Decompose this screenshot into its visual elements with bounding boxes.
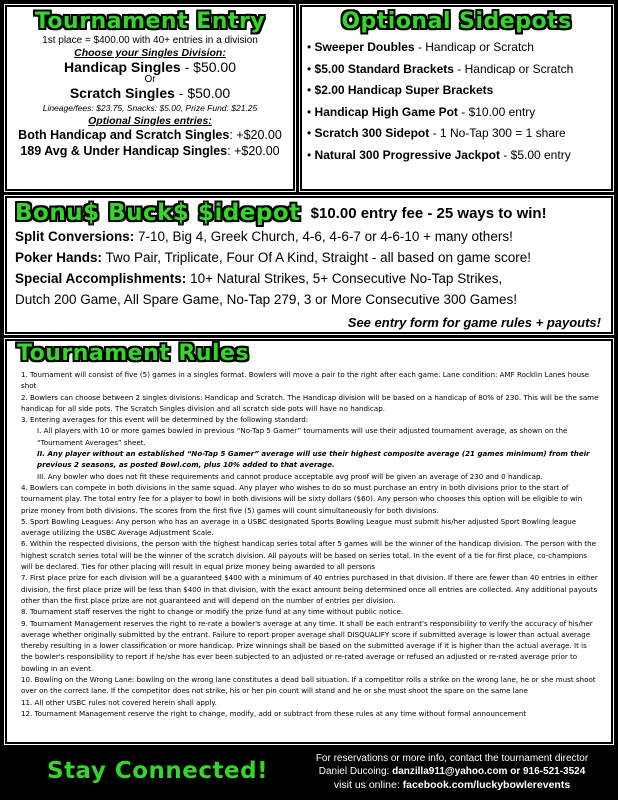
sidepots-list <box>302 37 611 166</box>
scratch-singles-label: Scratch Singles <box>69 85 175 101</box>
sidepot-item: • $5.00 Standard Brackets - Handicap or Scratch <box>307 61 574 76</box>
facebook-link[interactable]: facebook.com/luckybowlerevents <box>402 779 571 791</box>
first-place-text: 1st place = $400.00 with 40+ entries in a division <box>42 35 258 46</box>
rule-3-ii: II. Any player without an established “No-Tap 5 Gamer” average will use their highest composite average (21 games minimum) from their previous 2 seasons, as posted Bowl.com, plus 10% added to that average. <box>37 449 590 470</box>
rule-4: 4. Bowlers can compete in both divisions in the same squad. Any player who wishes to do so must purchase an entry in both divisions prior to the start of tournament play. The total entry fee for a player to bowl in both divisions will be sixty dollars ($60). Any person who chooses this option will be eligible to win prize money from both divisions. The scores from the first five (5) games will count simultaneously for both divisions. <box>21 482 583 515</box>
rule-8: 8. Tournament staff reserves the right to change or modify the prize fund at any time without public notice. <box>21 607 404 617</box>
poker-hands-line: Poker Hands: Two Pair, Triplicate, Four Of A Kind, Straight - all based on game score! <box>15 250 531 265</box>
handicap-singles-price: - $50.00 <box>180 59 236 75</box>
rules-body <box>21 369 599 719</box>
contact-info <box>302 752 602 792</box>
sidepot-item: • $2.00 Handicap Super Brackets <box>307 83 494 97</box>
rule-7: 7. First place prize for each division will be a guaranteed $400 with a minimum of 40 entries purchased in that division. If there are fewer than 40 entries in either division, the first place prize will be less than $400 in that division, with the exact amount being determined once all entries are collected. Any additional payouts other than the first place prize are not guaranteed and will depend on the number of entries per division. <box>21 573 598 605</box>
rule-5: 5. Sport Bowling Leagues: Any person who has an average in a USBC designated Sports Bowling League must submit his/her adjusted Sport Bowling league average utilizing the USBC Average Adjustment Scale. <box>21 516 577 538</box>
sidepot-item: • Handicap High Game Pot - $10.00 entry <box>307 104 536 119</box>
both-divisions-price: : +$20.00 <box>229 128 282 142</box>
sidepot-item: • Scratch 300 Sidepot - 1 No-Tap 300 = 1 share <box>307 126 566 140</box>
rule-11: 11. All other USBC rules not covered herein shall apply. <box>21 697 217 707</box>
bonus-title: Bonu$ Buck$ $idepot <box>15 200 301 226</box>
sidepot-item: • Sweeper Doubles - Handicap or Scratch <box>307 40 534 54</box>
handicap-singles-line <box>7 59 293 75</box>
scratch-singles-line <box>7 85 293 101</box>
rule-3-i: I. All players with 10 or more games bowled in previous “No-Tap 5 Gamer” tournaments will use their adjusted tournament average, as shown on the “Tournament Averages” sheet. <box>37 426 568 447</box>
rule-9: 9. Tournament Management reserves the right to re-rate a bowler's average at any time. It shall be each entrant's responsibility to verify the accuracy of his/her average whether originally submitted by the entrant. Failure to report proper average shall DISQUALIFY score if submitted average is lower than actual average thereby resulting in a lower classification or more handicap. Prize winnings shall be based on the submitted average if it is higher than the actual average. It is the bowler's responsibility to report if he/she has ever been subjected to an adjusted or re-rated average or refused an adjusted or re-rated average prior to bowling in an event. <box>21 618 593 673</box>
stay-connected-title: Stay Connected! <box>47 758 269 784</box>
bonus-header <box>7 198 611 226</box>
bonus-bucks-panel <box>5 196 613 334</box>
optional-sidepots-panel <box>300 5 613 191</box>
tournament-rules-panel <box>5 339 613 744</box>
both-divisions-label: Both Handicap and Scratch Singles <box>18 128 230 142</box>
sidepot-item: • Natural 300 Progressive Jackpot - $5.00 entry <box>307 147 571 162</box>
scratch-singles-price: - $50.00 <box>174 85 231 101</box>
see-entry-form-note: See entry form for game rules + payouts! <box>347 315 601 330</box>
rules-title: Tournament Rules <box>17 341 250 366</box>
rule-10: 10. Bowling on the Wrong Lane: bowling on the wrong lane constitutes a dead ball situation. If a competitor rolls a strike on the wrong lane, he or she must shoot over on the correct lane. If the competitor does not strike, his or her pin count will stand and he or she must shoot the spare on the same lane <box>21 675 596 696</box>
or-text: Or <box>144 74 156 85</box>
avg-under-line <box>7 143 293 159</box>
rule-3-iii: III. Any bowler who does not fit these requirements and cannot produce acceptable avg proof will be given an average of 230 and 0 handicap. <box>37 471 543 481</box>
handicap-singles-label: Handicap Singles <box>64 59 181 75</box>
director-contact <box>302 765 602 778</box>
optional-entries-heading: Optional Singles entries: <box>88 115 212 127</box>
rule-12: 12. Tournament Management reserve the right to change, modify, add or subtract from these rules at any time without formal announcement <box>21 708 527 718</box>
special-accomplishments-line: Special Accomplishments: 10+ Natural Strikes, 5+ Consecutive No-Tap Strikes, <box>15 271 503 286</box>
both-divisions-line <box>7 127 293 143</box>
split-conversions-line: Split Conversions: 7-10, Big 4, Greek Church, 4-6, 4-6-7 or 4-6-10 + many others! <box>15 229 513 244</box>
special-accomplishments-line-2: Dutch 200 Game, All Spare Game, No-Tap 279, 3 or More Consecutive 300 Games! <box>15 292 517 307</box>
director-name: Daniel Ducoing: <box>318 766 393 777</box>
footer <box>5 749 613 795</box>
rule-2: 2. Bowlers can choose between 2 singles divisions: Handicap and Scratch. The Handicap division will be based on a handicap of 80% of 230. This will be the same handicap for all side pots. The Scratch Singles division and all scratch side pots will have no handicap. <box>21 392 599 413</box>
sidepots-title: Optional Sidepots <box>341 9 572 34</box>
bonus-fee: $10.00 entry fee - 25 ways to win! <box>310 204 547 222</box>
avg-under-label: 189 Avg & Under Handicap Singles <box>20 144 228 158</box>
facebook-line <box>302 778 602 792</box>
avg-under-price: : +$20.00 <box>227 144 280 158</box>
choose-division-heading: Choose your Singles Division: <box>74 47 226 59</box>
visit-text: visit us online: <box>333 779 403 791</box>
tournament-entry-panel <box>5 5 295 191</box>
fees-text: Lineage/fees: $23.75, Snacks: $5.00, Prize Fund: $21.25 <box>42 103 258 113</box>
rule-6: 6. Within the respected divisions, the person with the highest handicap series total after 5 games will be the winner of the handicap division. The person with the highest scratch series total will be the winner of the scratch division. All payouts will be based on series total. In the event of a tie for first place, co-champions will be declared. Ties for other placing will result in equal prize money being awarded to all persons <box>21 539 596 572</box>
contact-line: For reservations or more info, contact the tournament director <box>315 753 589 764</box>
tournament-entry-title: Tournament Entry <box>34 9 266 34</box>
rule-3: 3. Entering averages for this event will be determined by the following standard: <box>21 415 309 425</box>
email-phone[interactable]: danzilla911@yahoo.com or 916-521-3524 <box>392 766 586 777</box>
rule-1: 1. Tournament will consist of five (5) games in a singles format. Bowlers will move a pair to the right after each game. Lane condition: AMF Rocklin Lanes house shot <box>21 370 590 391</box>
